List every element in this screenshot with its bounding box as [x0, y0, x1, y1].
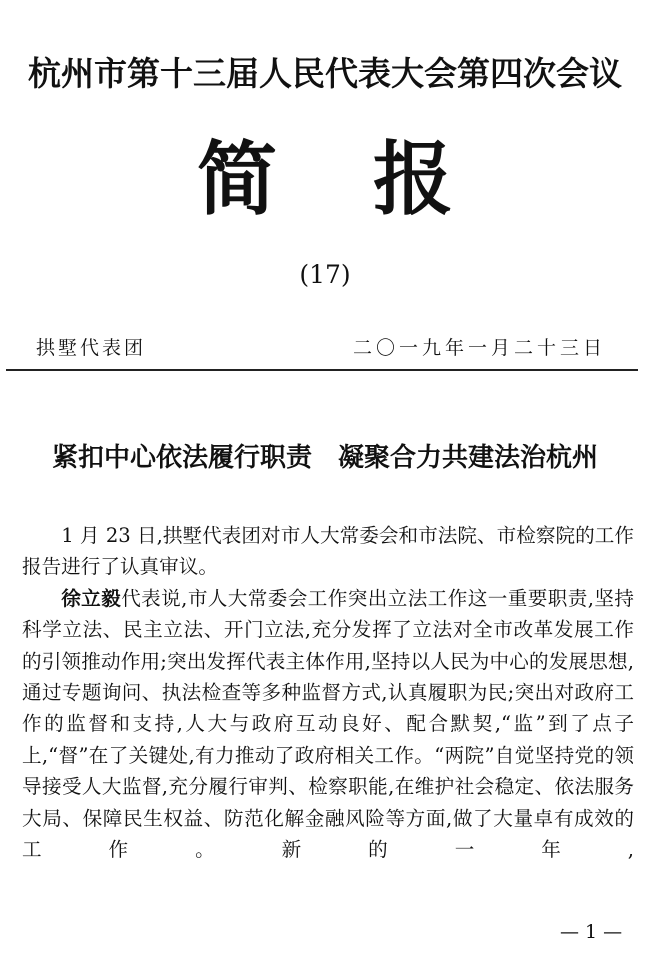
brief-title [0, 130, 650, 230]
speaker-name: 徐立毅 [61, 586, 122, 610]
meeting-title: 杭州市第十三届人民代表大会第四次会议 [28, 54, 622, 93]
brief-title-char-1: 简 [197, 133, 277, 226]
page-number: — 1 — [560, 921, 623, 943]
headline-part-2: 凝聚合力共建法治杭州 [338, 443, 599, 473]
paragraph-2-text: 代表说,市人大常委会工作突出立法工作这一重要职责,坚持科学立法、民主立法、开门立法,充分发挥了立法对全市改革发展工作的引领推动作用;突出发挥代表主体作用,坚持以人民为中心的发展思想,通过专题询问、执法检查等多种监督方式,认真履职为民;突出对政府工作的监督和支持,人大与政府互动良好、配合默契,“监”到了点子上,“督”在了关键处,有力推动了政府相关工作。“两院”自觉坚持党的领导接受人大监督,充分履行审判、检察职能,在维护社会稳定、依法服务大局、保障民生权益、防范化解金融风险等方面,做了大量卓有成效的工作。新的一年, [22, 586, 634, 862]
meta-row [36, 334, 606, 362]
headline-part-1: 紧扣中心依法履行职责 [51, 443, 312, 473]
article-headline [0, 438, 650, 478]
paragraph-2 [22, 583, 634, 866]
article-body [22, 520, 634, 865]
issue-number: (17) [299, 260, 351, 289]
header-divider [6, 369, 638, 371]
delegation-name: 拱墅代表团 [36, 337, 147, 359]
brief-title-char-2: 报 [373, 133, 453, 226]
paragraph-1: 1 月 23 日,拱墅代表团对市人大常委会和市法院、市检察院的工作报告进行了认真审议。 [22, 524, 634, 579]
issue-date: 二〇一九年一月二十三日 [352, 337, 606, 359]
